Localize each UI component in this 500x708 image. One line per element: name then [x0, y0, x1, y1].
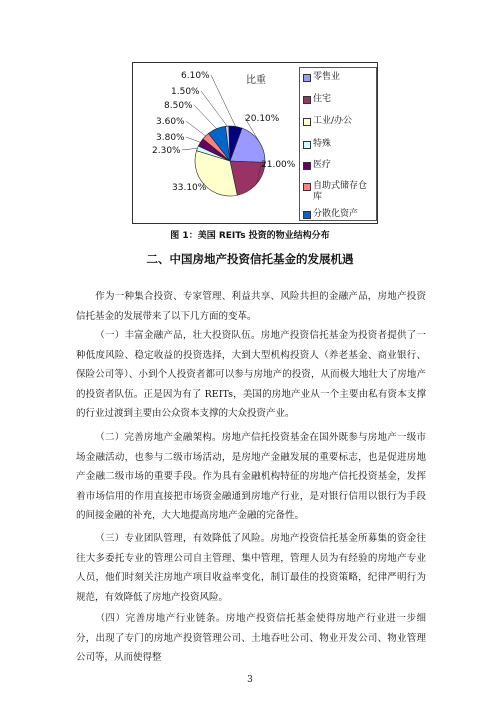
chart-legend: [299, 67, 377, 221]
slice-label: 2.30%: [152, 146, 181, 156]
paragraph-2: [76, 428, 426, 526]
leader-line: [194, 105, 217, 129]
paragraph-4: [76, 609, 426, 668]
legend-swatch: [303, 162, 311, 170]
paragraph-text: （一）丰富金融产品，壮大投资队伍。房地产投资信托基金为投资者提供了一种低度风险、稳定收益的投资选择，大到大型机构投资人（养老基金、商业银行、保险公司等）、小到个人投资者都可以参与房地产的投资，从而极大地壮大了房地产的投资者队伍。正是因为有了 REITs，美国的房地产业从一个主要由私有资本支撑的行业过渡到主要由公众资本支撑的大众投资产业。: [76, 330, 426, 419]
section-heading: 二、中国房地产投资信托基金的发展机遇: [146, 252, 354, 266]
leader-line: [182, 148, 197, 150]
figure-caption: 图 1：美国 REITs 投资的物业结构分布: [170, 231, 330, 241]
slice-label: 21.00%: [261, 160, 296, 170]
legend-label: 住宅: [313, 94, 332, 104]
legend-label: 零售业: [313, 72, 341, 82]
legend-label: 工业/办公: [313, 116, 353, 126]
slice-label: 1.50%: [171, 87, 200, 97]
legend-swatch: [303, 183, 311, 191]
legend-swatch: [303, 141, 311, 149]
paragraph-intro: [76, 287, 426, 326]
leader-line: [186, 121, 206, 136]
legend-label: 医疗: [313, 160, 332, 170]
chart-title: 比重: [246, 75, 266, 86]
slice-label: 3.60%: [156, 117, 185, 127]
legend-swatch: [303, 118, 311, 126]
paragraph-text: （二）完善房地产金融架构。房地产信托投资基金在国外既参与房地产一级市场金融活动，也参与二级市场活动，是房地产金融发展的重要标志，也是促进房地产金融二级市场的重要手段。作为具有金融机构特征的房地产信托投资基金，发挥着市场信用的作用直接把市场资金融通到房地产行业，是对银行信用以银行为手段的间接金融的补充，大大地提高房地产金融的完备性。: [76, 432, 426, 521]
paragraph-3: [76, 529, 426, 607]
pie-chart: [132, 62, 378, 224]
paragraph-text: 作为一种集合投资、专家管理、利益共享、风险共担的金融产品，房地产投资信托基金的发展带来了以下几方面的变革。: [76, 291, 426, 322]
slice-label: 6.10%: [181, 71, 210, 81]
slice-label: 3.80%: [156, 133, 185, 143]
legend-label: 特殊: [313, 139, 332, 149]
paragraph-text: （三）专业团队管理，有效降低了风险。房地产投资信托基金所募集的资金往往大多委托专业的管理公司自主管理、集中管理，管理人员为有经验的房地产专业人员，他们时刻关注房地产项目收益率变化，制订最佳的投资策略，纪律严明行为规范，有效降低了房地产投资风险。: [76, 533, 426, 603]
legend-swatch: [303, 74, 311, 82]
legend-swatch: [303, 211, 311, 219]
slice-label: 33.10%: [172, 183, 207, 193]
leader-line: [186, 137, 200, 142]
legend-label: 自助式储存仓库: [313, 181, 368, 202]
legend-label: 分散化资产: [313, 209, 359, 219]
paragraph-text: （四）完善房地产行业链条。房地产投资信托基金使得房地产行业进一步细分，出现了专门的房地产投资管理公司、土地吞吐公司、物业开发公司、物业管理公司等，从而使得整: [76, 613, 426, 663]
slice-label: 8.50%: [164, 101, 193, 111]
page-number: 3: [247, 675, 253, 685]
leader-line: [211, 75, 236, 126]
leader-line: [201, 91, 227, 126]
slice-label: 20.10%: [245, 114, 280, 124]
legend-swatch: [303, 96, 311, 104]
paragraph-1: [76, 326, 426, 424]
